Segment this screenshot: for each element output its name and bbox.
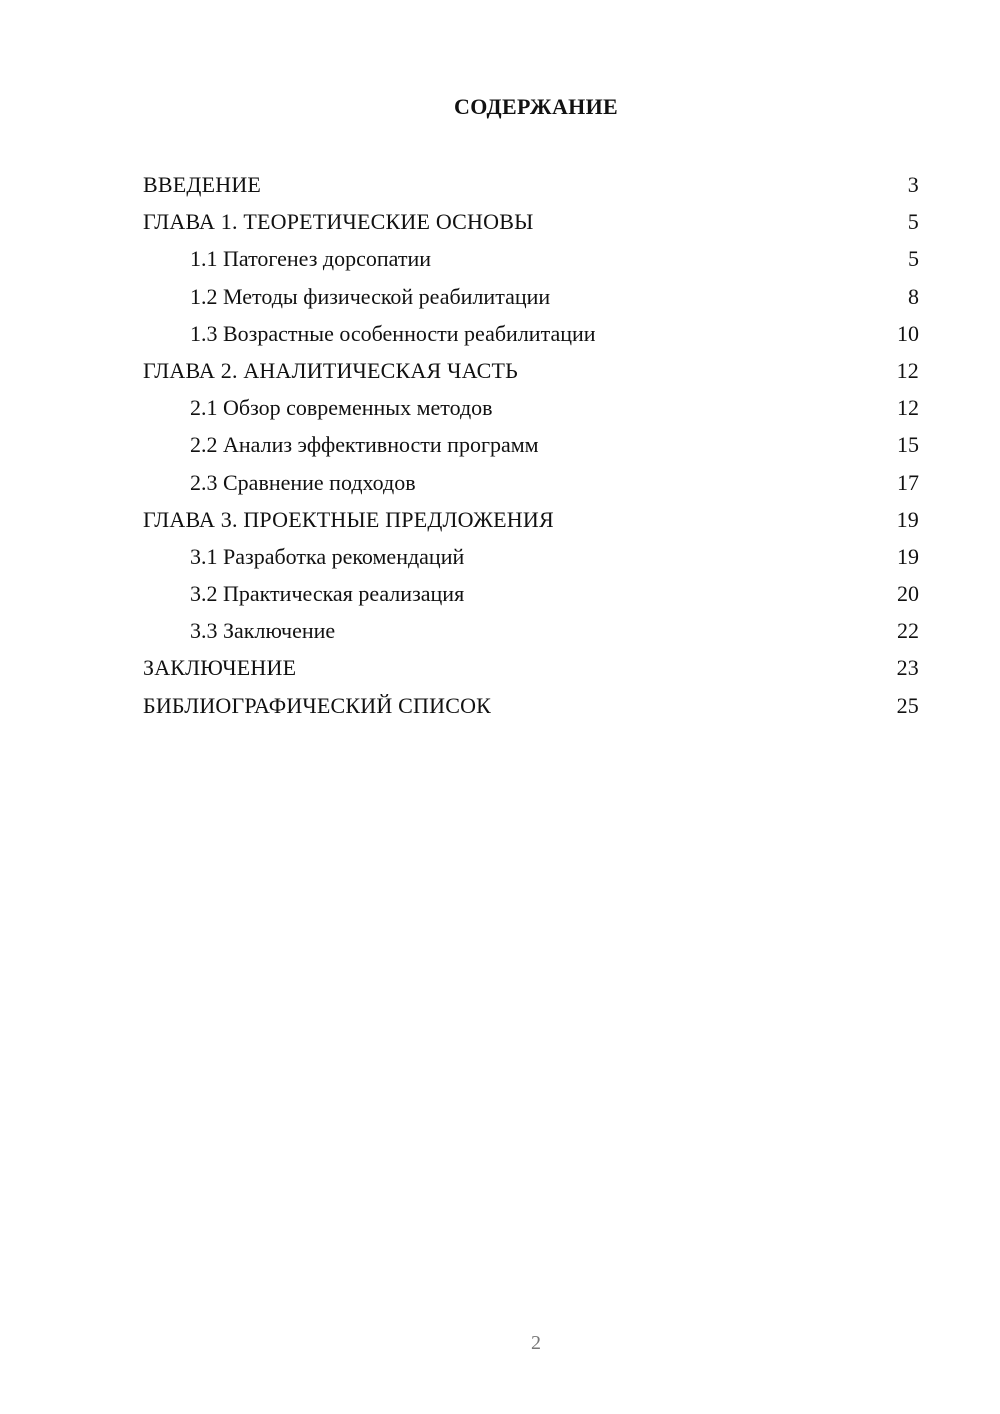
toc-entry-label: 1.2 Методы физической реабилитации (190, 283, 551, 309)
toc-entry[interactable] (143, 612, 919, 649)
toc-entry-label: 2.1 Обзор современных методов (190, 395, 493, 421)
table-of-contents (143, 166, 919, 724)
toc-entry[interactable] (143, 278, 919, 315)
toc-entry-page: 17 (897, 469, 919, 495)
toc-entry-page: 25 (896, 692, 919, 718)
toc-entry-label: БИБЛИОГРАФИЧЕСКИЙ СПИСОК (143, 692, 492, 718)
toc-entry[interactable] (143, 575, 919, 612)
toc-entry-label: ГЛАВА 1. ТЕОРЕТИЧЕСКИЕ ОСНОВЫ (143, 209, 534, 235)
toc-entry-page: 19 (897, 543, 919, 569)
toc-entry-label: 1.3 Возрастные особенности реабилитации (190, 320, 596, 346)
toc-entry-label: 3.3 Заключение (190, 618, 336, 644)
toc-entry-label: ГЛАВА 3. ПРОЕКТНЫЕ ПРЕДЛОЖЕНИЯ (143, 506, 554, 532)
page-number: 2 (531, 1332, 541, 1354)
toc-entry-page: 5 (907, 209, 919, 235)
toc-entry-label: ЗАКЛЮЧЕНИЕ (143, 655, 297, 681)
toc-entry-page: 12 (896, 357, 919, 383)
toc-entry[interactable] (143, 464, 919, 501)
toc-entry[interactable] (143, 166, 919, 203)
toc-entry-page: 23 (896, 655, 919, 681)
toc-entry-label: ГЛАВА 2. АНАЛИТИЧЕСКАЯ ЧАСТЬ (143, 357, 518, 383)
toc-entry[interactable] (143, 389, 919, 426)
toc-entry-page: 22 (897, 618, 919, 644)
toc-entry[interactable] (143, 538, 919, 575)
toc-entry-label: 3.2 Практическая реализация (190, 581, 465, 607)
toc-entry[interactable] (143, 501, 919, 538)
toc-entry-label: 1.1 Патогенез дорсопатии (190, 246, 431, 272)
toc-entry[interactable] (143, 352, 919, 389)
toc-entry-label: 3.1 Разработка рекомендаций (190, 543, 465, 569)
toc-entry-page: 3 (907, 172, 919, 197)
toc-entry-page: 8 (908, 283, 919, 309)
toc-entry-page: 15 (897, 432, 919, 458)
toc-entry[interactable] (143, 687, 919, 724)
toc-entry-label: 2.2 Анализ эффективности программ (190, 432, 539, 458)
toc-entry[interactable] (143, 203, 919, 240)
toc-entry-page: 10 (897, 320, 919, 346)
toc-entry[interactable] (143, 649, 919, 686)
toc-entry-page: 12 (897, 395, 919, 421)
toc-entry-label: 2.3 Сравнение подходов (190, 469, 416, 495)
toc-entry[interactable] (143, 315, 919, 352)
toc-title: СОДЕРЖАНИЕ (454, 94, 618, 119)
toc-entry-label: ВВЕДЕНИЕ (143, 172, 262, 197)
toc-entry[interactable] (143, 240, 919, 277)
toc-entry[interactable] (143, 426, 919, 463)
toc-entry-page: 19 (896, 506, 919, 532)
toc-entry-page: 20 (897, 581, 919, 607)
toc-entry-page: 5 (908, 246, 919, 272)
